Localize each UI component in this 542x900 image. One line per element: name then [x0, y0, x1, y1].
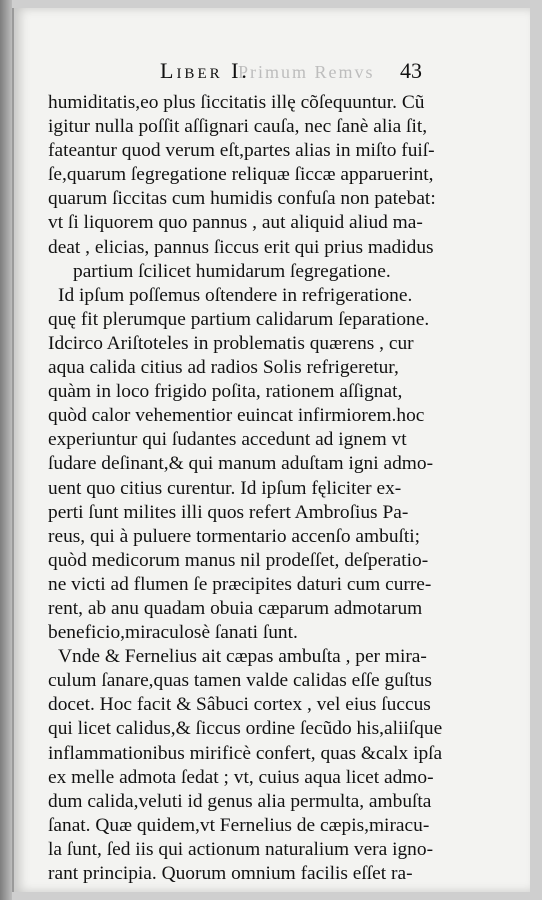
text-line: ſudare deſinant,& qui manum aduſtam igni admo-	[48, 453, 434, 475]
text-line: deat , elicias, pannus ſiccus erit qui prius madidus	[48, 236, 434, 258]
text-line: qui licet calidus,& ſiccus ordine ſecũdo his,aliiſque	[48, 718, 443, 740]
running-head: Liber I.	[160, 58, 250, 83]
text-line: quòd calor vehementior euincat infirmiorem.hoc	[48, 405, 425, 427]
text-line: perti ſunt milites illi quos refert Ambroſius Pa-	[48, 501, 409, 523]
text-line: la ſunt, ſed iis qui actionum naturalium vera igno-	[48, 838, 434, 860]
text-line: ſanat. Quæ quidem,vt Fernelius de cæpis,miracu-	[48, 814, 430, 836]
text-line: uent quo citius curentur. Id ipſum fęliciter ex-	[48, 477, 402, 499]
text-line: humiditatis,eo plus ſiccitatis illę cõſequuntur. Cũ	[48, 92, 425, 113]
text-line: igitur nulla poſſit aſſignari cauſa, nec ſanè alia ſit,	[48, 116, 428, 138]
page-header	[150, 58, 480, 86]
book-gutter	[0, 0, 12, 900]
text-line: quę fit plerumque partium calidarum ſeparatione.	[48, 308, 430, 330]
text-line: ne victi ad flumen ſe præcipites daturi cum curre-	[48, 573, 432, 595]
body-text	[48, 91, 450, 886]
text-line: docet. Hoc facit & Sâbuci cortex , vel eius ſuccus	[48, 694, 431, 716]
text-line: rant principia. Quorum omnium facilis eſſet ra-	[48, 863, 413, 884]
text-line: aqua calida citius ad radios Solis refrigeretur,	[48, 357, 399, 379]
text-line: Idcirco Ariſtoteles in problematis quærens , cur	[48, 332, 414, 354]
text-line: experiuntur qui ſudantes accedunt ad ignem vt	[48, 429, 407, 451]
text-line: quàm in loco frigido poſita, rationem aſſignat,	[48, 381, 403, 403]
text-line: rent, ab anu quadam obuia cæparum admotarum	[48, 597, 423, 619]
text-line: fateantur quod verum eſt,partes alias in miſto fuiſ-	[48, 140, 435, 162]
text-line: quòd medicorum manus nil prodeſſet, deſperatio-	[48, 549, 429, 571]
bleed-through-text: Primum Remvs	[238, 62, 375, 82]
text-line: inflammationibus mirificè confert, quas &calx ipſa	[48, 742, 443, 764]
text-line: ex melle admota ſedat ; vt, cuius aqua licet admo-	[48, 766, 434, 788]
text-line: reus, qui à puluere tormentario accenſo ambuſti;	[48, 525, 421, 547]
text-line: vt ſi liquorem quo pannus , aut aliquid aliud ma-	[48, 212, 423, 234]
text-line: culum ſanare,quas tamen valde calidas eſſe guſtus	[48, 670, 432, 692]
text-line: dum calida,veluti id genus alia permulta, ambuſta	[48, 790, 432, 812]
text-line: Vnde & Fernelius ait cæpas ambuſta , per mira-	[58, 646, 427, 668]
page-number: 43	[400, 58, 422, 83]
text-line: ſe,quarum ſegregatione reliquæ ſiccæ apparuerint,	[48, 164, 434, 186]
text-line: Id ipſum poſſemus oſtendere in refrigeratione.	[58, 284, 413, 306]
text-line: quarum ſiccitas cum humidis confuſa non patebat:	[48, 188, 436, 210]
text-line: beneficio,miraculosè ſanati ſunt.	[48, 622, 298, 644]
text-line: partium ſcilicet humidarum ſegregatione.	[73, 260, 391, 282]
